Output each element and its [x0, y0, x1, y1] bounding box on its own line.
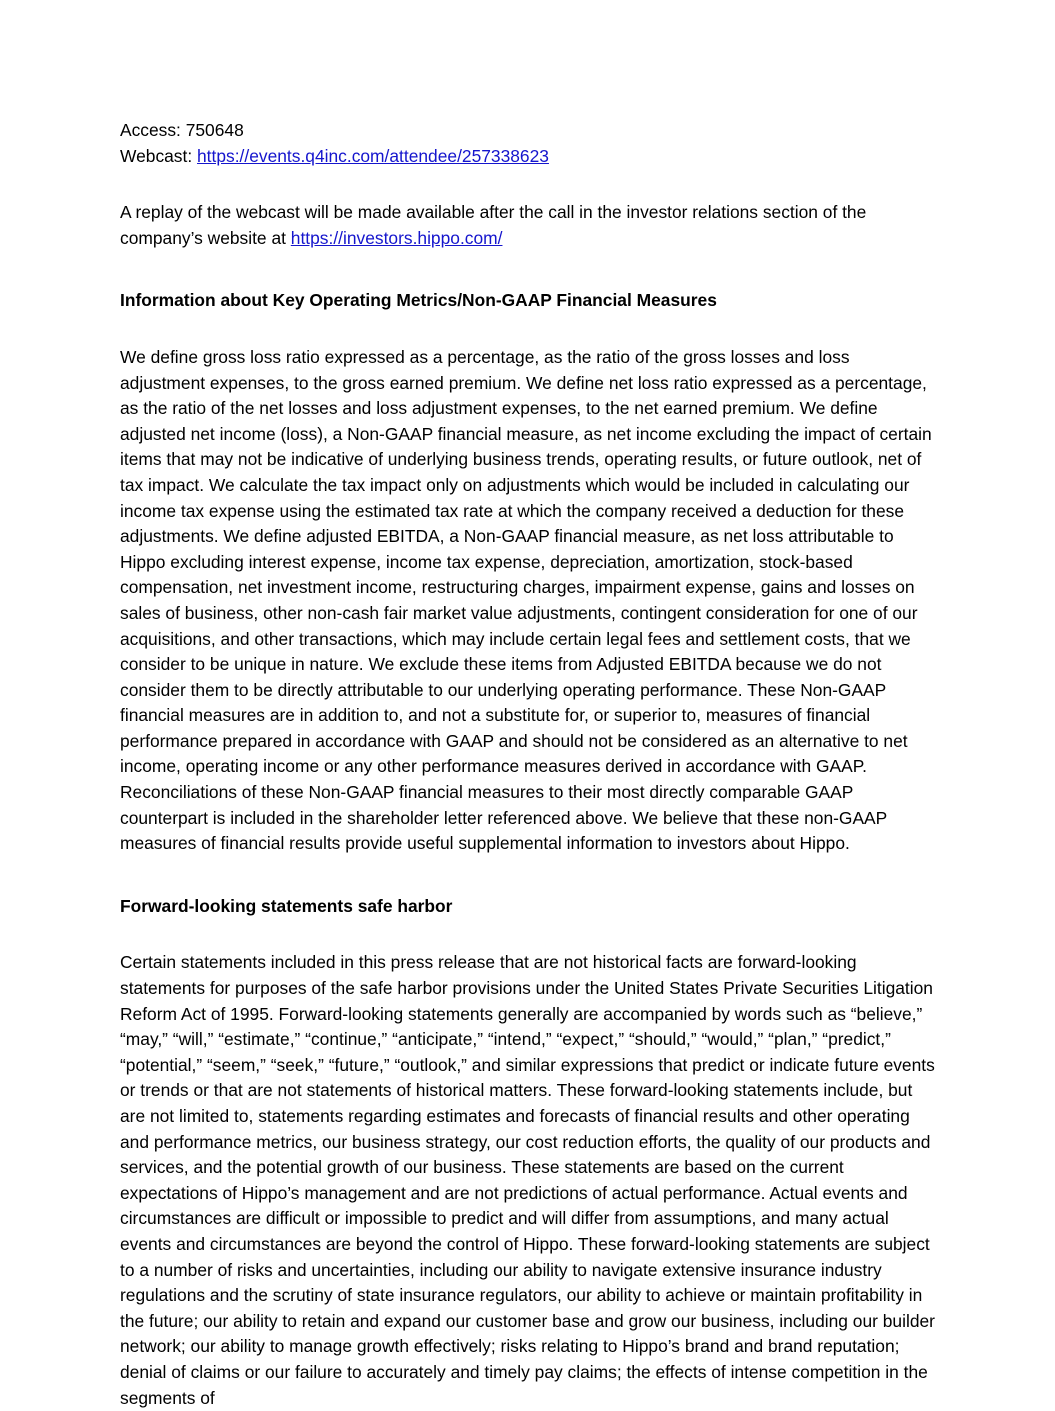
webcast-line — [120, 144, 935, 170]
section-heading-safe-harbor: Forward-looking statements safe harbor — [120, 895, 453, 916]
spacer — [120, 919, 935, 950]
access-line: Access: 750648 — [120, 120, 244, 140]
spacer — [120, 251, 935, 288]
spacer — [120, 169, 935, 200]
replay-text: A replay of the webcast will be made available after the call in the investor relations section of the company’s website at — [120, 202, 867, 248]
contact-block — [120, 118, 935, 169]
investor-relations-link[interactable]: https://investors.hippo.com/ — [290, 227, 503, 248]
spacer — [120, 314, 935, 345]
spacer — [120, 857, 935, 894]
webcast-link[interactable]: https://events.q4inc.com/attendee/257338623 — [197, 145, 549, 166]
section-body-safe-harbor: Certain statements included in this press release that are not historical facts are forward-looking statements for purposes of the safe harbor provisions under the United States Private Securities Litigation Reform Act of 1995. Forward-looking statements generally are accompanied by words such as “believe,” “may,” “will,” “estimate,” “continue,” “anticipate,” “intend,” “expect,” “should,” “would,” “plan,” “predict,” “potential,” “seem,” “seek,” “future,” “outlook,” and similar expressions that predict or indicate future events or trends or that are not statements of historical matters. These forward-looking statements include, but are not limited to, statements regarding estimates and forecasts of financial results and other operating and performance metrics, our business strategy, our cost reduction efforts, the quality of our products and services, and the potential growth of our business. These statements are based on the current expectations of Hippo’s management and are not predictions of actual performance. Actual events and circumstances are difficult or impossible to predict and will differ from assumptions, and many actual events and circumstances are beyond the control of Hippo. These forward-looking statements are subject to a number of risks and uncertainties, including our ability to navigate extensive insurance industry regulations and the scrutiny of state insurance regulators, our ability to achieve or maintain profitability in the future; our ability to retain and expand our customer base and grow our business, including our builder network; our ability to manage growth effectively; risks relating to Hippo’s brand and brand reputation; denial of claims or our failure to accurately and timely pay claims; the effects of intense competition in the segments of — [120, 952, 935, 1408]
section-body-non-gaap: We define gross loss ratio expressed as a percentage, as the ratio of the gross losses and loss adjustment expenses, to the gross earned premium. We define net loss ratio expressed as a percentage, as the ratio of the net losses and loss adjustment expenses, to the net earned premium. We define adjusted net income (loss), a Non-GAAP financial measure, as net income excluding the impact of certain items that may not be indicative of underlying business trends, operating results, or future outlook, net of tax impact. We calculate the tax impact only on adjustments which would be included in calculating our income tax expense using the estimated tax rate at which the company received a deduction for these adjustments. We define adjusted EBITDA, a Non-GAAP financial measure, as net loss attributable to Hippo excluding interest expense, income tax expense, depreciation, amortization, stock-based compensation, net investment income, restructuring charges, impairment expense, gains and losses on sales of business, other non-cash fair market value adjustments, contingent consideration for one of our acquisitions, and other transactions, which may include certain legal fees and settlement costs, that we consider to be unique in nature. We exclude these items from Adjusted EBITDA because we do not consider them to be directly attributable to our underlying operating performance. These Non-GAAP financial measures are in addition to, and not a substitute for, or superior to, measures of financial performance prepared in accordance with GAAP and should not be considered as an alternative to net income, operating income or any other performance measures derived in accordance with GAAP. Reconciliations of these Non-GAAP financial measures to their most directly comparable GAAP counterpart is included in the shareholder letter referenced above. We believe that these non-GAAP measures of financial results provide useful supplemental information to investors about Hippo. — [120, 346, 932, 854]
webcast-label: Webcast: — [120, 145, 198, 166]
replay-paragraph — [120, 200, 935, 251]
section-heading-non-gaap: Information about Key Operating Metrics/Non-GAAP Financial Measures — [120, 290, 717, 311]
